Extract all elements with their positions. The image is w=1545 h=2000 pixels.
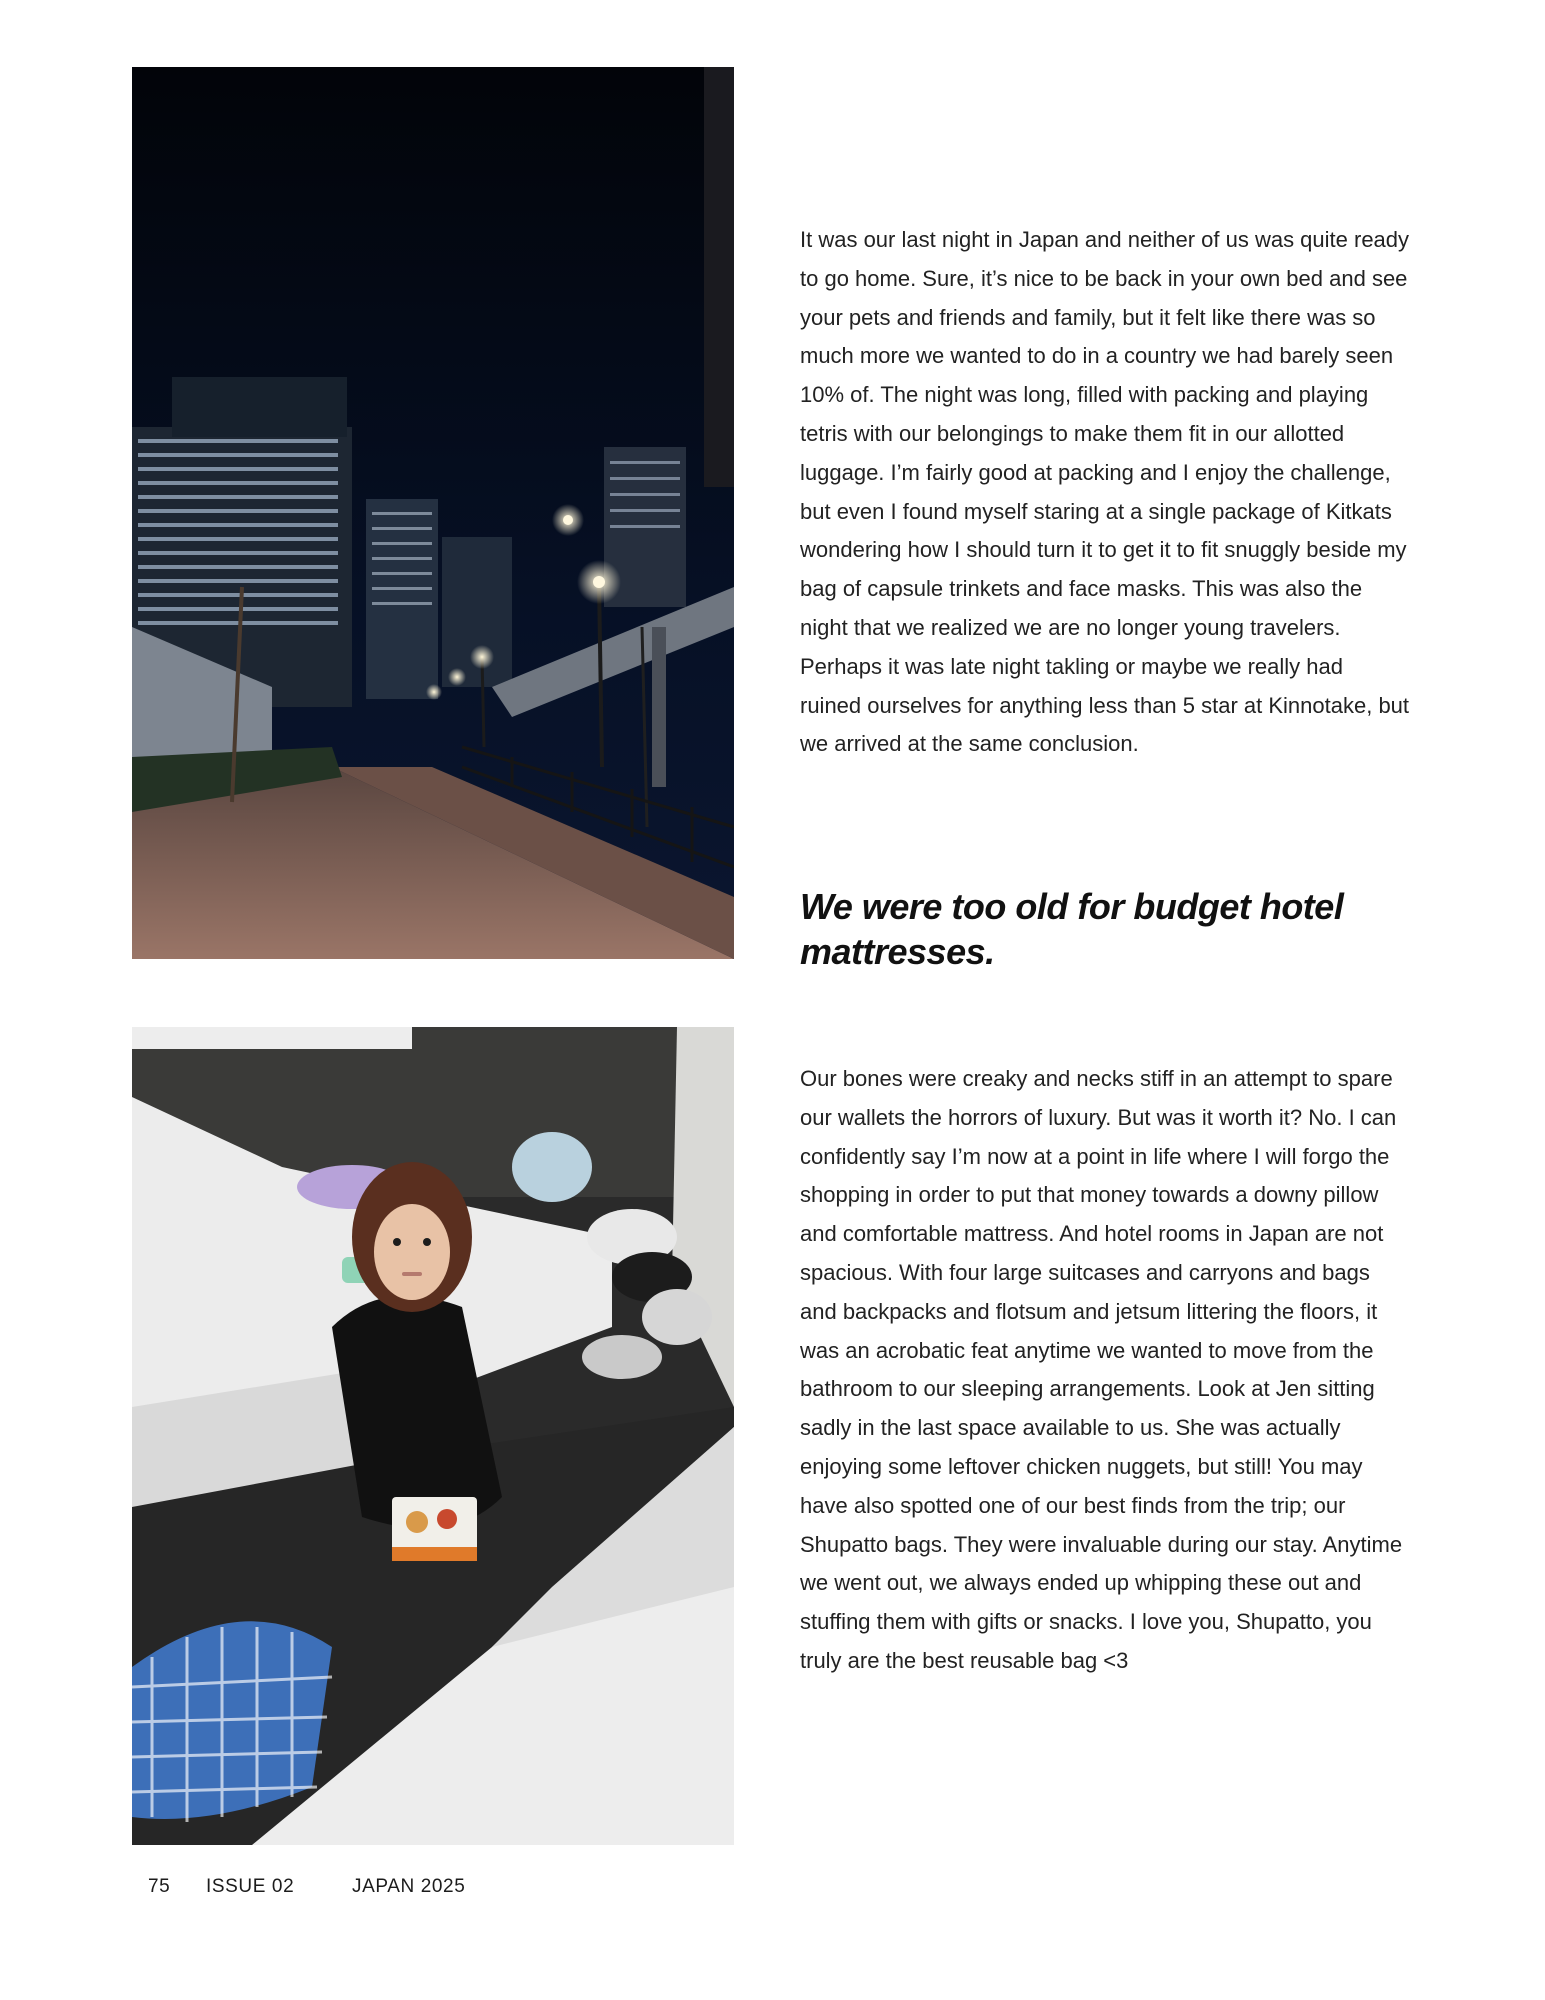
pull-quote: We were too old for budget hotel mattresses. xyxy=(800,886,1344,972)
publication-title: JAPAN 2025 xyxy=(352,1876,466,1897)
issue-label: ISSUE 02 xyxy=(206,1876,295,1897)
article-paragraph-2: Our bones were creaky and necks stiff in an attempt to spare our wallets the horrors of luxury. But was it worth it? No. I can confidently say I’m now at a point in life where I will forgo the shopping in order to put that money towards a downy pillow and comfortable mattress. And hotel rooms in Japan are not spacious. With four large suitcases and carryons and bags and backpacks and flotsum and jetsum littering the floors, it was an acrobatic feat anytime we wanted to move from the bathroom to our sleeping arrangements. Look at Jen sitting sadly in the last space available to us. She was actually enjoying some leftover chicken nuggets, but still! You may have also spotted one of our best finds from the trip; our Shupatto bags. They were invaluable during our stay. Anytime we went out, we always ended up whipping these out and stuffing them with gifts or snacks. I love you, Shupatto, you truly are the best reusable bag <3 xyxy=(800,1066,1403,1673)
night-street-photo xyxy=(132,67,734,959)
hotel-room-photo xyxy=(132,1027,734,1845)
page-number: 75 xyxy=(148,1876,171,1897)
night-street-illustration xyxy=(132,67,734,959)
hotel-room-illustration xyxy=(132,1027,734,1845)
article-paragraph-1: It was our last night in Japan and neither of us was quite ready to go home. Sure, it’s nice to be back in your own bed and see your pets and friends and family, but it felt like there was so much more we wanted to do in a country we had barely seen 10% of. The night was long, filled with packing and playing tetris with our belongings to make them fit in our allotted luggage. I’m fairly good at packing and I enjoy the challenge, but even I found myself staring at a single package of Kitkats wondering how I should turn it to get it to fit snuggly beside my bag of capsule trinkets and face masks. This was also the night that we realized we are no longer young travelers. Perhaps it was late night takling or maybe we really had ruined ourselves for anything less than 5 star at Kinnotake, but we arrived at the same conclusion. xyxy=(800,227,1410,757)
